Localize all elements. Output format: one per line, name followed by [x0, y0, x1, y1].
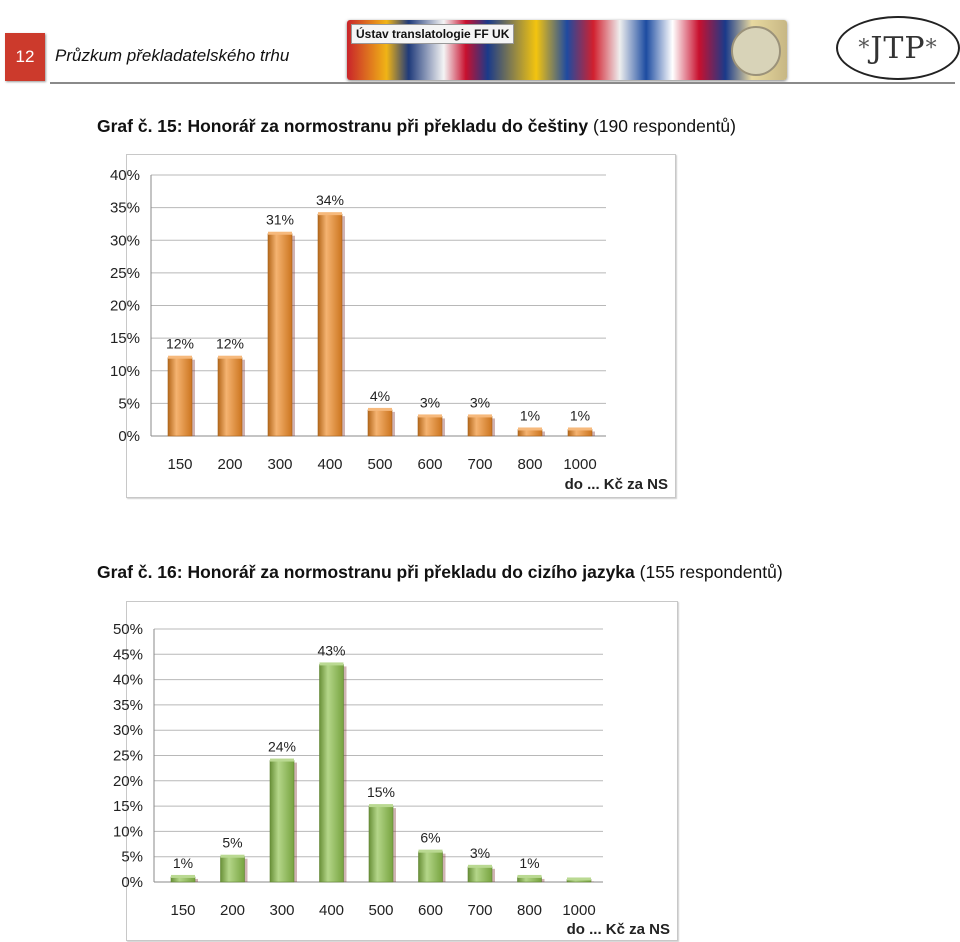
bar-cap — [419, 850, 443, 853]
data-label: 3% — [469, 394, 491, 411]
bar-500 — [369, 806, 393, 882]
x-tick-label: 300 — [269, 902, 295, 919]
x-tick-label: 1000 — [562, 902, 596, 919]
caption-title: Graf č. 16: Honorář za normostranu při překladu do cizího jazyka — [97, 562, 635, 582]
x-tick-label: 800 — [516, 902, 543, 919]
document-title: Průzkum překladatelského trhu — [55, 46, 290, 65]
x-tick-label: 300 — [267, 456, 293, 473]
y-tick-label: 10% — [109, 362, 140, 380]
x-tick-label: 500 — [367, 456, 393, 473]
data-label: 24% — [267, 738, 297, 755]
bar-700 — [468, 867, 492, 882]
x-tick-label: 500 — [368, 902, 394, 919]
bar-cap — [270, 759, 294, 762]
data-label: 3% — [419, 394, 441, 411]
y-tick-label: 15% — [109, 330, 140, 348]
x-tick-label: 600 — [417, 902, 444, 919]
x-tick-label: 150 — [170, 902, 196, 919]
data-label: 5% — [222, 834, 243, 851]
bar-cap — [320, 662, 344, 665]
data-label: 43% — [317, 642, 346, 659]
data-label: 31% — [265, 211, 295, 228]
y-tick-label: 20% — [109, 297, 140, 315]
x-axis-title: do ... Kč za NS — [564, 476, 668, 493]
x-axis-title: do ... Kč za NS — [566, 921, 670, 938]
y-tick-label: 25% — [109, 264, 140, 282]
page-number: 12 — [5, 33, 45, 81]
y-tick-label: 0% — [121, 874, 143, 891]
data-label: 1% — [519, 407, 541, 424]
data-label: 15% — [366, 784, 396, 801]
x-tick-label: 800 — [517, 456, 543, 473]
y-tick-label: 10% — [112, 823, 143, 841]
bar-cap — [567, 877, 591, 880]
bar-300 — [270, 761, 294, 882]
data-label: 4% — [369, 387, 391, 404]
x-tick-label: 200 — [217, 456, 243, 473]
y-tick-label: 50% — [112, 621, 143, 638]
y-tick-label: 30% — [109, 232, 140, 250]
bar-cap — [369, 804, 393, 807]
bar-cap — [468, 865, 492, 868]
bar-cap — [221, 855, 245, 858]
bar-cap — [171, 875, 195, 878]
caption-respondents: (190 respondentů) — [592, 116, 736, 136]
data-label: 1% — [172, 854, 194, 871]
data-label: 6% — [420, 829, 441, 846]
logo-text: JTP — [870, 30, 926, 66]
data-label: 12% — [215, 335, 245, 352]
y-tick-label: 25% — [112, 747, 143, 765]
banner-label: Ústav translatologie FF UK — [351, 24, 514, 44]
y-tick-label: 40% — [112, 671, 143, 689]
caption-title: Graf č. 15: Honorář za normostranu při překladu do češtiny — [97, 116, 589, 136]
star-icon: * — [925, 35, 938, 61]
data-label: 3% — [469, 844, 491, 861]
x-tick-label: 200 — [219, 902, 246, 919]
bar-cap — [518, 875, 542, 878]
x-tick-label: 700 — [467, 902, 493, 919]
y-tick-label: 30% — [112, 722, 143, 740]
star-icon: * — [858, 35, 871, 61]
y-tick-label: 0% — [118, 428, 140, 445]
bar-600 — [419, 852, 443, 882]
x-tick-label: 400 — [317, 456, 343, 473]
x-tick-label: 1000 — [563, 456, 597, 473]
y-tick-label: 5% — [121, 848, 143, 866]
y-tick-label: 45% — [112, 646, 143, 664]
y-tick-label: 35% — [109, 199, 140, 217]
y-tick-label: 15% — [112, 798, 143, 816]
data-label: 34% — [315, 192, 345, 209]
caption-respondents: (155 respondentů) — [639, 562, 783, 582]
bar-200 — [221, 857, 245, 882]
bar-400 — [320, 664, 344, 882]
y-tick-label: 35% — [112, 696, 143, 714]
y-tick-label: 5% — [118, 395, 140, 413]
x-tick-label: 150 — [167, 456, 193, 473]
data-label: 1% — [569, 407, 591, 424]
data-label: 12% — [165, 335, 195, 352]
x-tick-label: 600 — [417, 456, 443, 473]
y-tick-label: 20% — [112, 772, 143, 790]
data-label: 1% — [519, 854, 540, 871]
y-tick-label: 40% — [109, 167, 140, 184]
x-tick-label: 400 — [318, 902, 345, 919]
x-tick-label: 700 — [467, 456, 493, 473]
